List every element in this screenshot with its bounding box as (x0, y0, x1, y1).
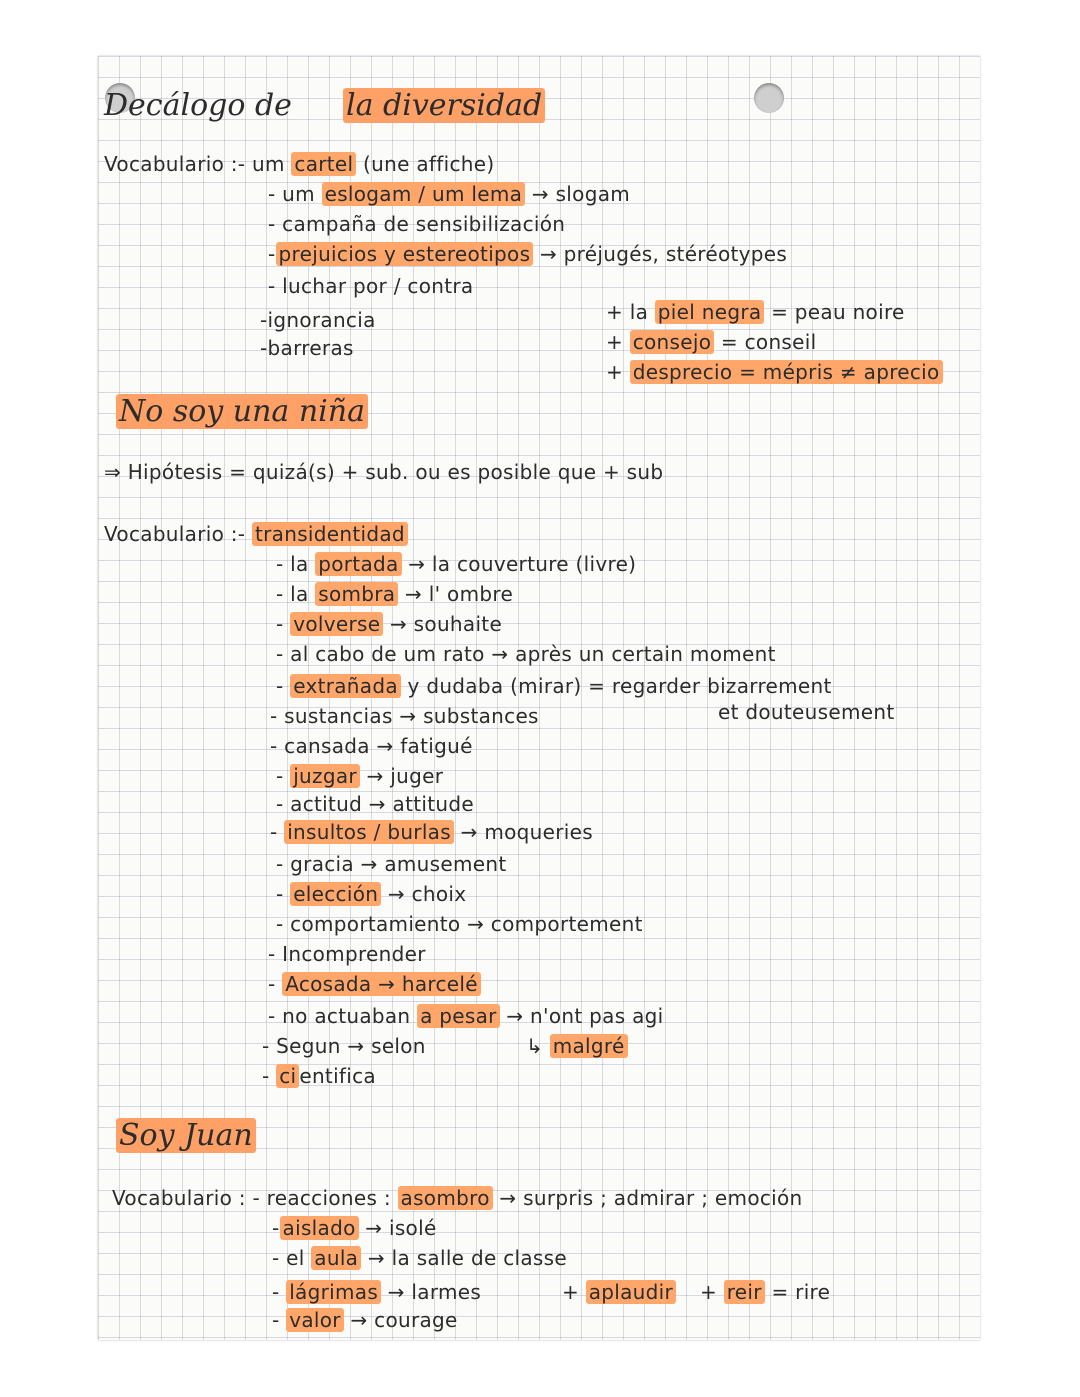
note-line: - la portada → la couverture (livre) (276, 552, 637, 576)
note-line: et douteusement (718, 700, 895, 724)
note-line: - luchar por / contra (268, 274, 474, 298)
note-line: - comportamiento → comportement (276, 912, 643, 936)
note-line: + desprecio = mépris ≠ aprecio (606, 360, 943, 384)
note-line: - um eslogam / um lema → slogam (268, 182, 631, 206)
note-line: - Incomprender (268, 942, 426, 966)
note-line: - juzgar → juger (276, 764, 444, 788)
note-line: + reir = rire (700, 1280, 831, 1304)
note-line: - lágrimas → larmes (272, 1280, 482, 1304)
note-line: - sustancias → substances (270, 704, 539, 728)
note-line: - prejuicios y estereotipos → préjugés, stéréotypes (268, 242, 788, 266)
note-line: - insultos / burlas → moqueries (270, 820, 593, 844)
section-title-no-soy (116, 394, 368, 429)
note-line: - elección → choix (276, 882, 467, 906)
note-line: - el aula → la salle de classe (272, 1246, 567, 1270)
note-line: -barreras (260, 336, 354, 360)
note-line: - volverse → souhaite (276, 612, 503, 636)
note-line: + la piel negra = peau noire (606, 300, 905, 324)
note-line: - Segun → selon (262, 1034, 426, 1058)
note-line: - campaña de sensibilización (268, 212, 566, 236)
note-line: - actitud → attitude (276, 792, 474, 816)
note-line: - al cabo de um rato → après un certain moment (276, 642, 776, 666)
punch-hole-right (754, 83, 784, 113)
note-line: - aislado → isolé (272, 1216, 437, 1240)
note-line: ↳ malgré (526, 1034, 628, 1058)
note-line: Vocabulario : - reacciones : asombro → surpris ; admirar ; emoción (112, 1186, 803, 1210)
note-line: + aplaudir (562, 1280, 676, 1304)
title-text: No soy una niña (116, 394, 368, 429)
note-line: Vocabulario :- transidentidad (104, 522, 408, 546)
note-line: - extrañada y dudaba (mirar) = regarder bizarrement (276, 674, 832, 698)
note-line: ⇒ Hipótesis = quizá(s) + sub. ou es posible que + sub (104, 460, 664, 484)
note-line: Vocabulario :- um cartel (une affiche) (104, 152, 495, 176)
note-line: - cansada → fatigué (270, 734, 473, 758)
note-line: -ignorancia (260, 308, 376, 332)
section-title-decalogo (104, 88, 545, 123)
note-line: - gracia → amusement (276, 852, 507, 876)
note-line: - Acosada → harcelé (268, 972, 481, 996)
note-line: - ci entifica (262, 1064, 376, 1088)
section-title-soy-juan (116, 1118, 256, 1153)
note-line: - valor → courage (272, 1308, 458, 1332)
note-line: + consejo = conseil (606, 330, 817, 354)
note-line: - no actuaban a pesar → n'ont pas agi (268, 1004, 664, 1028)
title-part-1: Decálogo de (104, 88, 292, 123)
note-line: - la sombra → l' ombre (276, 582, 514, 606)
title-text: Soy Juan (116, 1118, 256, 1153)
title-part-2: la diversidad (343, 88, 545, 123)
